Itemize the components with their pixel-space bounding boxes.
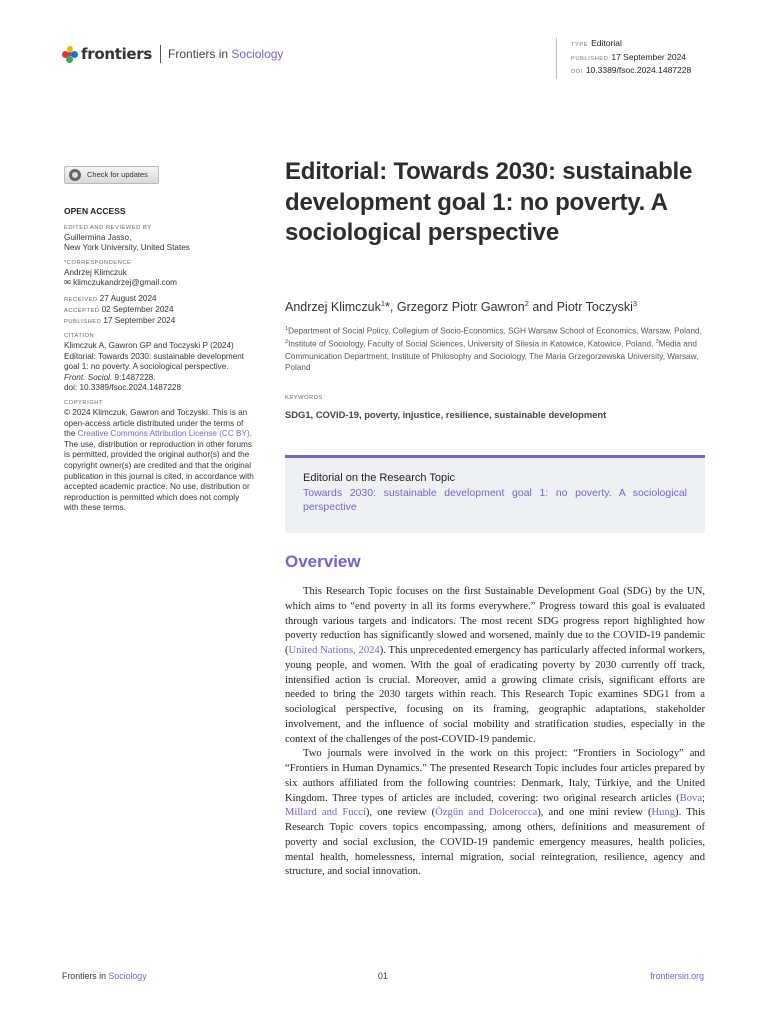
copyright: COPYRIGHT © 2024 Klimczuk, Gawron and Toczyski. This is an open-access article distributed under the terms of the Creative Commons Attribution License (CC BY). The use, distribution or reproduction in other forums is permitted, provided the original author(s) and the copyright owner(s) are credited and that the original publication in this journal is cited, in accordance with accepted academic practice. No use, distribution or reproduction is permitted which does not comply with these terms.: [64, 399, 254, 513]
citation-link[interactable]: United Nations, 2024: [288, 645, 380, 656]
dates: RECEIVED 27 August 2024 ACCEPTED 02 September 2024 PUBLISHED 17 September 2024: [64, 293, 176, 325]
header-divider: [160, 45, 161, 63]
author-link[interactable]: Grzegorz Piotr Gawron: [396, 300, 525, 315]
page-number: 01: [378, 971, 388, 981]
keywords-label: KEYWORDS: [285, 395, 323, 401]
edited-by: EDITED AND REVIEWED BY Guillermina Jasso, New York University, United States: [64, 224, 190, 253]
page-header: [62, 38, 712, 75]
affiliations: $^1$Department of Social Policy, Collegium of Socio-Economics, SGH Warsaw School of Economics, Warsaw, Poland, $^2$Institute of Sociology, Faculty of Social Sciences, University of Silesia in Katowice, Katowice, Poland, $^3$Media and Communication Department, Institute of Philosophy and Sociology, The Maria Grzegorzewska University, Warsaw, Poland: [285, 326, 702, 373]
open-access-label: OPEN ACCESS: [64, 206, 126, 216]
license-link[interactable]: Creative Commons Attribution License (CC BY): [77, 429, 250, 439]
meta-doi: DOI 10.3389/fsoc.2024.1487228: [571, 65, 692, 75]
paragraph: Two journals were involved in the work on this project: “Frontiers in Sociology” and “Frontiers in Human Dynamics.” The presented Research Topic includes four articles prepared by six authors affiliated from the following countries: Denmark, Italy, Türkiye, and the United Kingdom. Three types of articles are included, covering: two original research articles (Bova; Millard and Fucci), one review (Özgün and Dolcerocca), and one mini review (Hung). This Research Topic covers topics encompassing, among others, definitions and measurement of poverty and social exclusion, the COVID-19 pandemic emergency measures, health policies, mental health, homelessness, internal migration, social reintegration, resilience, agency and structure, and social innovation.: [285, 748, 706, 878]
article-body: [285, 585, 705, 880]
author-link[interactable]: Piotr Toczyski: [556, 300, 633, 315]
paragraph: This Research Topic focuses on the first Sustainable Development Goal (SDG) by the UN, which aims to “end poverty in all its forms everywhere.” Progress toward this goal is evaluated through various targets and indicators. The most recent SDG progress report highlighted how poverty reduction has significantly slowed and worsened, mainly due to the COVID-19 pandemic (United Nations, 2024). This unprecedented emergency has particularly affected informal workers, young people, and women. With the goal of eradicating poverty by 2030 currently off track, intensified action is crucial. Moreover, amid a growing climate crisis, significant efforts are needed to bring the 2030 targets within reach. This Research Topic examines SDG1 from a sociological perspective, focusing on its framing, geographic adaptations, stakeholder involvement, and the influence of social mobility and stratification studies, especially in the context of the challenges of the post-COVID-19 pandemic.: [285, 586, 706, 745]
brand-name: frontiers: [81, 45, 153, 63]
article-sidebar: [64, 166, 256, 519]
update-icon: [69, 169, 81, 181]
citation-link[interactable]: Millard and Fucci: [285, 807, 366, 819]
journal-logo[interactable]: [62, 45, 283, 63]
meta-published: PUBLISHED 17 September 2024: [571, 51, 687, 62]
research-topic-link[interactable]: Towards 2030: sustainable development goal 1: no poverty. A sociological perspective: [303, 487, 687, 513]
correspondence: *CORRESPONDENCE Andrzej Klimczuk ✉ klimczukandrzej@gmail.com: [64, 259, 256, 289]
page-footer: [62, 971, 704, 981]
author-link[interactable]: Andrzej Klimczuk: [285, 300, 381, 315]
article-meta: [556, 38, 691, 79]
correspondence-email[interactable]: ✉ klimczukandrzej@gmail.com: [64, 278, 177, 288]
citation: CITATION Klimczuk A, Gawron GP and Toczyski P (2024) Editorial: Towards 2030: sustainable development goal 1: no poverty. A sociological perspective. Front. Sociol. 9:1487228. doi: 10.3389/fsoc.2024.1487228: [64, 332, 245, 393]
article-title: Editorial: Towards 2030: sustainable development goal 1: no poverty. A sociological perspective: [285, 158, 693, 246]
research-topic-box: Editorial on the Research Topic Towards 2030: sustainable development goal 1: no poverty. A sociological perspective: [285, 455, 705, 533]
footer-journal: Frontiers in Sociology: [62, 971, 147, 981]
journal-name: Frontiers in Sociology: [168, 47, 284, 61]
author-list: Andrzej Klimczuk$^1$*, Grzegorz Piotr Gawron$^2$ and Piotr Toczyski$^3$: [285, 299, 638, 315]
keywords: SDG1, COVID-19, poverty, injustice, resilience, sustainable development: [285, 409, 607, 420]
site-link[interactable]: frontiersin.org: [650, 971, 704, 981]
meta-type: TYPE Editorial: [571, 38, 622, 48]
citation-link[interactable]: Özgün and Dolcerocca: [435, 807, 538, 819]
overview-heading: Overview: [285, 552, 361, 571]
citation-link[interactable]: Hung: [651, 807, 676, 819]
frontiers-logo-icon: [62, 46, 78, 63]
check-for-updates-button[interactable]: Check for updates: [64, 166, 159, 184]
citation-link[interactable]: Bova: [679, 792, 703, 804]
